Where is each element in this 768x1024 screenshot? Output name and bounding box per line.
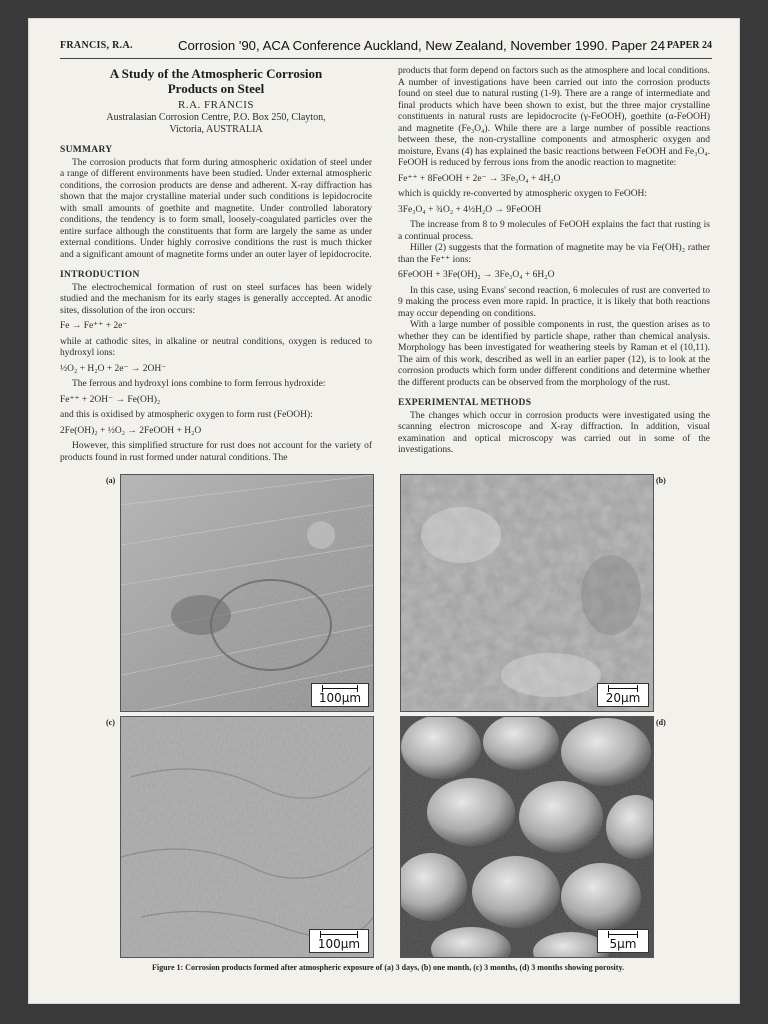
scale-bar-b-label: 20μm — [605, 691, 641, 705]
paper-page — [28, 18, 740, 1004]
equation-ferrous-hydroxide: Fe⁺⁺ + 2OH⁻ → Fe(OH)₂ — [60, 394, 161, 405]
scale-bar-line — [608, 934, 638, 935]
micrograph-a — [120, 474, 374, 712]
experimental-heading: EXPERIMENTAL METHODS — [398, 398, 532, 408]
intro-paragraph-3: The ferrous and hydroxyl ions combine to form ferrous hydroxide: — [72, 379, 326, 389]
right-paragraph-5: In this case, using Evans' second reaction, 6 molecules of rust are converted to 9 making the process even more rapid. In practice, it is likely that both reactions may occur depending on conditions. — [398, 285, 710, 319]
right-paragraph-3: The increase from 8 to 9 molecules of FeOOH explains the fact that rusting is a continual process. — [398, 220, 710, 242]
equation-anodic: Fe → Fe⁺⁺ + 2e⁻ — [60, 321, 128, 331]
micrograph-d — [400, 716, 654, 958]
scale-bar-d — [597, 929, 649, 953]
figure-c-label: (c) — [106, 718, 115, 727]
article-title-line1: A Study of the Atmospheric Corrosion — [109, 66, 323, 81]
right-paragraph-2: which is quickly re-converted by atmospheric oxygen to FeOOH: — [398, 189, 648, 199]
scale-bar-line — [320, 934, 358, 935]
scale-bar-b — [597, 683, 649, 707]
article-author: R.A. FRANCIS — [178, 99, 254, 111]
header-conference: Corrosion '90, ACA Conference Auckland, New Zealand, November 1990. Paper 24 — [178, 38, 666, 53]
intro-paragraph-2: while at cathodic sites, in alkaline or neutral conditions, oxygen is reduced to hydroxyl ions: — [60, 336, 372, 358]
right-paragraph-7: The changes which occur in corrosion products were investigated using the scanning electron microscope and X-ray diffraction. In addition, visual examination and optical microscopy was carried out in some of the investigations. — [398, 410, 710, 455]
scale-bar-c-label: 100μm — [317, 937, 361, 951]
figure-a-label: (a) — [106, 476, 116, 485]
article-title-line2: Products on Steel — [167, 81, 265, 96]
header-author: FRANCIS, R.A. — [60, 40, 133, 51]
micrograph-a-image — [121, 475, 373, 711]
intro-paragraph-1: The electrochemical formation of rust on steel surfaces has been widely studied and the mechanism for its early stages is generally acccepted. At anodic sites, dissolution of the iron occurs: — [60, 282, 372, 316]
affiliation-line1: Australasian Corrosion Centre, P.O. Box 250, Clayton, — [106, 112, 326, 123]
equation-magnetite: Fe⁺⁺ + 8FeOOH + 2e⁻ → 3Fe₃O₄ + 4H₂O — [398, 173, 561, 184]
affiliation-line2: Victoria, AUSTRALIA — [169, 124, 263, 135]
scale-bar-a-label: 100μm — [318, 691, 362, 705]
scale-bar-c — [309, 929, 369, 953]
equation-reconversion: 3Fe₃O₄ + ¾O₂ + 4½H₂O → 9FeOOH — [398, 204, 542, 215]
right-paragraph-1: products that form depend on factors such as the atmosphere and local conditions. A number of investigations have been carried out into the corrosion products found on steel due to natural rusting (1-9). There are a range of intermediate and final products which have been shown to exist, but the three major crystalline constituents in natural rusts are lepidocrocite (γ-FeOOH), goethite (α-FeOOH) and magnetite (Fe₃O₄). While there are a large number of possible reactions between these, the non-crystalline components and atmospheric oxygen and moisture, Evans (4) has explained the basic reactions between FeOOH and Fe₃O₄. FeOOH is reduced by ferrous ions from the anodic reaction to magnetite: — [398, 66, 710, 168]
micrograph-b — [400, 474, 654, 712]
scale-bar-line — [608, 688, 638, 689]
scale-bar-line — [322, 688, 358, 689]
intro-paragraph-4: and this is oxidised by atmospheric oxygen to form rust (FeOOH): — [60, 410, 313, 420]
micrograph-c-image — [121, 717, 373, 957]
figure-caption: Figure 1: Corrosion products formed after atmospheric exposure of (a) 3 days, (b) one month, (c) 3 months, (d) 3 months showing porosity. — [152, 963, 624, 972]
scale-bar-a — [311, 683, 369, 707]
equation-cathodic: ½O₂ + H₂O + 2e⁻ → 2OH⁻ — [60, 363, 167, 374]
micrograph-c — [120, 716, 374, 958]
micrograph-d-image — [401, 717, 653, 957]
introduction-heading: INTRODUCTION — [60, 270, 140, 280]
summary-paragraph: The corrosion products that form during atmospheric oxidation of steel under a range of different environments have been studied. Under external atmospheric conditions, the corrosion products are dense and adherent. X-ray diffraction has shown that the major crystalline material under such conditions is lepidocrocite with small amounts of goethite and magnetite. Under controlled laboratory conditions, the tendency is to form small, loosely-coagulated particles over the entire surface although the constituents that form are largely the same as under external conditions. Under highly corrosive conditions the rust is much thicker and a significant amount of magnetite forms under an outer layer of lepidocrocite. — [60, 157, 372, 260]
figure-d-label: (d) — [656, 718, 666, 727]
right-paragraph-4: Hiller (2) suggests that the formation of magnetite may be via Fe(OH)₂ rather than the Fe⁺⁺ ions: — [398, 243, 710, 265]
equation-hiller: 6FeOOH + 3Fe(OH)₂ → 3Fe₃O₄ + 6H₂O — [398, 270, 555, 280]
figure-b-label: (b) — [656, 476, 666, 485]
right-paragraph-6: With a large number of possible components in rust, the question arises as to whether they can be identified by particle shape, rather than chemical analysis. Morphology has been investigated for weathering steels by Raman et el (10,11). The aim of this work, described as well in an earlier paper (12), is to look at the corrosion products which form under different conditions and determine whether the different products can be observed from the morphology of the rust. — [398, 320, 710, 388]
equation-rust: 2Fe(OH)₂ + ½O₂ → 2FeOOH + H₂O — [60, 425, 202, 436]
header-paper-number: PAPER 24 — [666, 40, 712, 51]
figure-1 — [28, 18, 740, 1004]
summary-heading: SUMMARY — [60, 145, 113, 155]
scale-bar-d-label: 5μm — [609, 937, 637, 951]
intro-paragraph-5: However, this simplified structure for rust does not account for the variety of products found in rust formed under natural conditions. The — [60, 441, 372, 463]
micrograph-b-image — [401, 475, 653, 711]
